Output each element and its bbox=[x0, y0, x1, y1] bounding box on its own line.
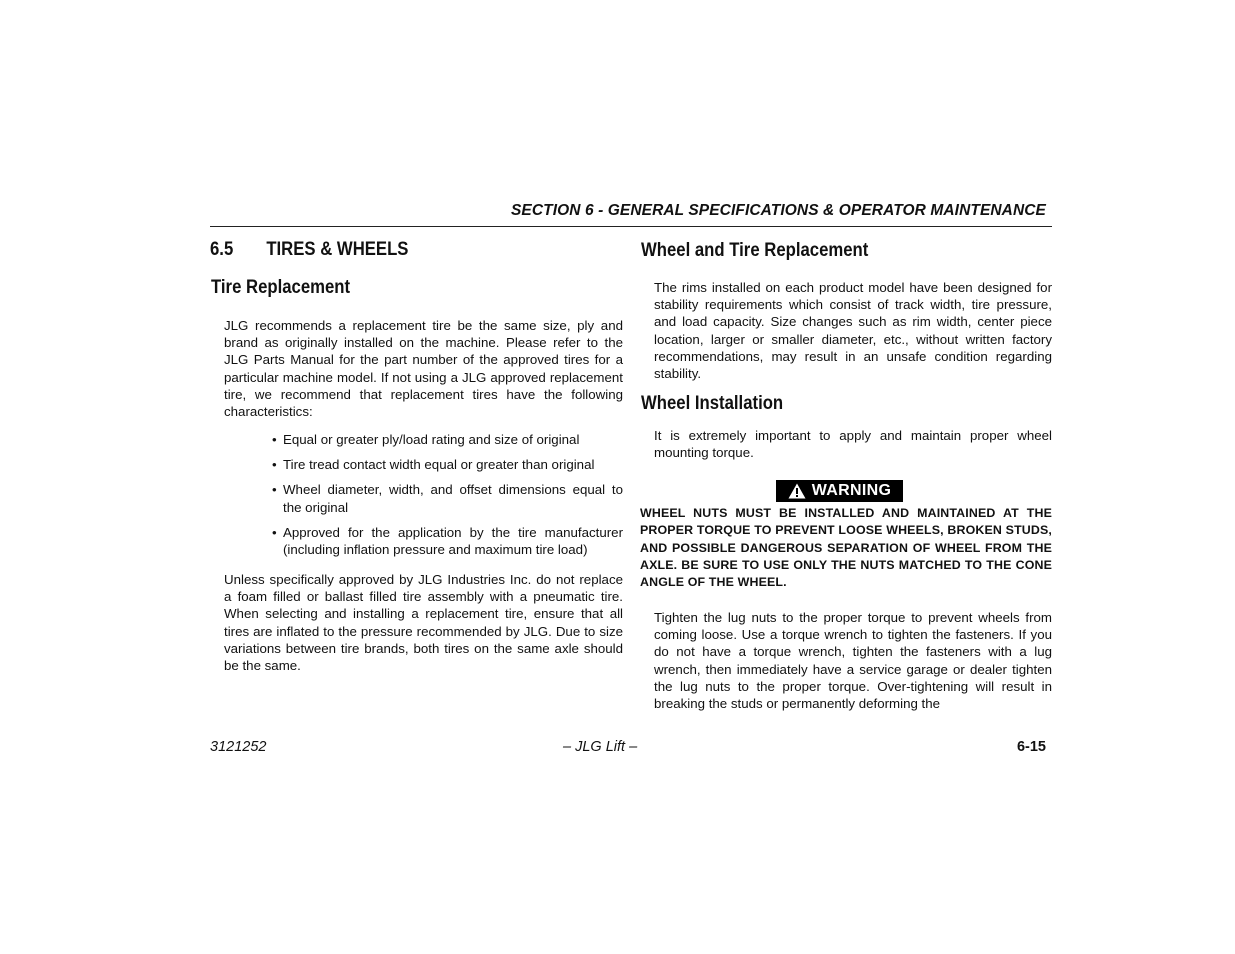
wheel-tire-replacement-heading: Wheel and Tire Replacement bbox=[641, 240, 869, 261]
warning-label: WARNING bbox=[811, 482, 892, 499]
document-number: 3121252 bbox=[210, 739, 267, 755]
section-number: 6.5 bbox=[210, 239, 234, 260]
section-header bbox=[210, 202, 1052, 227]
wheel-installation-text: It is extremely important to apply and maintain proper wheel mounting torque. bbox=[654, 428, 1052, 461]
tire-replacement-heading: Tire Replacement bbox=[211, 277, 351, 298]
warning-badge bbox=[776, 480, 903, 502]
lug-nut-instructions: Tighten the lug nuts to the proper torque to prevent wheels from coming loose. Use a torque wrench to tighten the fasteners. If you do not have a torque wrench, tighten the fasteners with a lug wrench, then immediately have a service garage or dealer tighten the lug nuts to the proper torque. Over-tightening will result in breaking the studs or permanently deforming the bbox=[654, 610, 1052, 712]
wheel-tire-replacement-text: The rims installed on each product model have been designed for stability requirements which consist of track width, tire pressure, and load capacity. Size changes such as rim width, center piece location, larger or smaller diameter, etc., without written factory recommendations, may result in an unsafe condition regarding stability. bbox=[654, 280, 1052, 382]
tire-characteristics-list bbox=[272, 431, 623, 566]
list-item: • Tire tread contact width equal or greater than original bbox=[272, 457, 595, 473]
section-heading-title: TIRES & WHEELS bbox=[266, 239, 409, 260]
list-item: • Equal or greater ply/load rating and size of original bbox=[272, 432, 580, 447]
list-item: • Approved for the application by the tire manufacturer (including inflation pressure and maximum tire load) bbox=[272, 524, 623, 558]
wheel-installation-heading: Wheel Installation bbox=[641, 393, 784, 414]
warning-text: WHEEL NUTS MUST BE INSTALLED AND MAINTAINED AT THE PROPER TORQUE TO PREVENT LOOSE WHEELS, BROKEN STUDS, AND POSSIBLE DANGEROUS SEPARATION OF WHEEL FROM THE AXLE. BE SURE TO USE ONLY THE NUTS MATCHED TO THE CONE ANGLE OF THE WHEEL. bbox=[640, 506, 1052, 590]
footer-product: – JLG Lift – bbox=[563, 739, 638, 755]
page-number: 6-15 bbox=[1016, 739, 1046, 755]
section-heading bbox=[210, 239, 408, 261]
warning-triangle-icon bbox=[788, 483, 806, 499]
tire-replacement-intro: JLG recommends a replacement tire be the same size, ply and brand as originally installed on the machine. Please refer to the JLG Parts Manual for the part number of the approved tires for a particular machine model. If not using a JLG approved replacement tire, we recommend that replacement tires have the following characteristics: bbox=[224, 318, 623, 420]
list-item: • Wheel diameter, width, and offset dimensions equal to the original bbox=[272, 482, 623, 515]
tire-replacement-closing: Unless specifically approved by JLG Industries Inc. do not replace a foam filled or ballast filled tire assembly with a pneumatic tire. When selecting and installing a replacement tire, ensure that all tires are inflated to the pressure recommended by JLG. Due to size variations between tire brands, both tires on the same axle should be the same. bbox=[224, 572, 623, 674]
section-title: SECTION 6 - GENERAL SPECIFICATIONS & OPERATOR MAINTENANCE bbox=[510, 202, 1046, 219]
